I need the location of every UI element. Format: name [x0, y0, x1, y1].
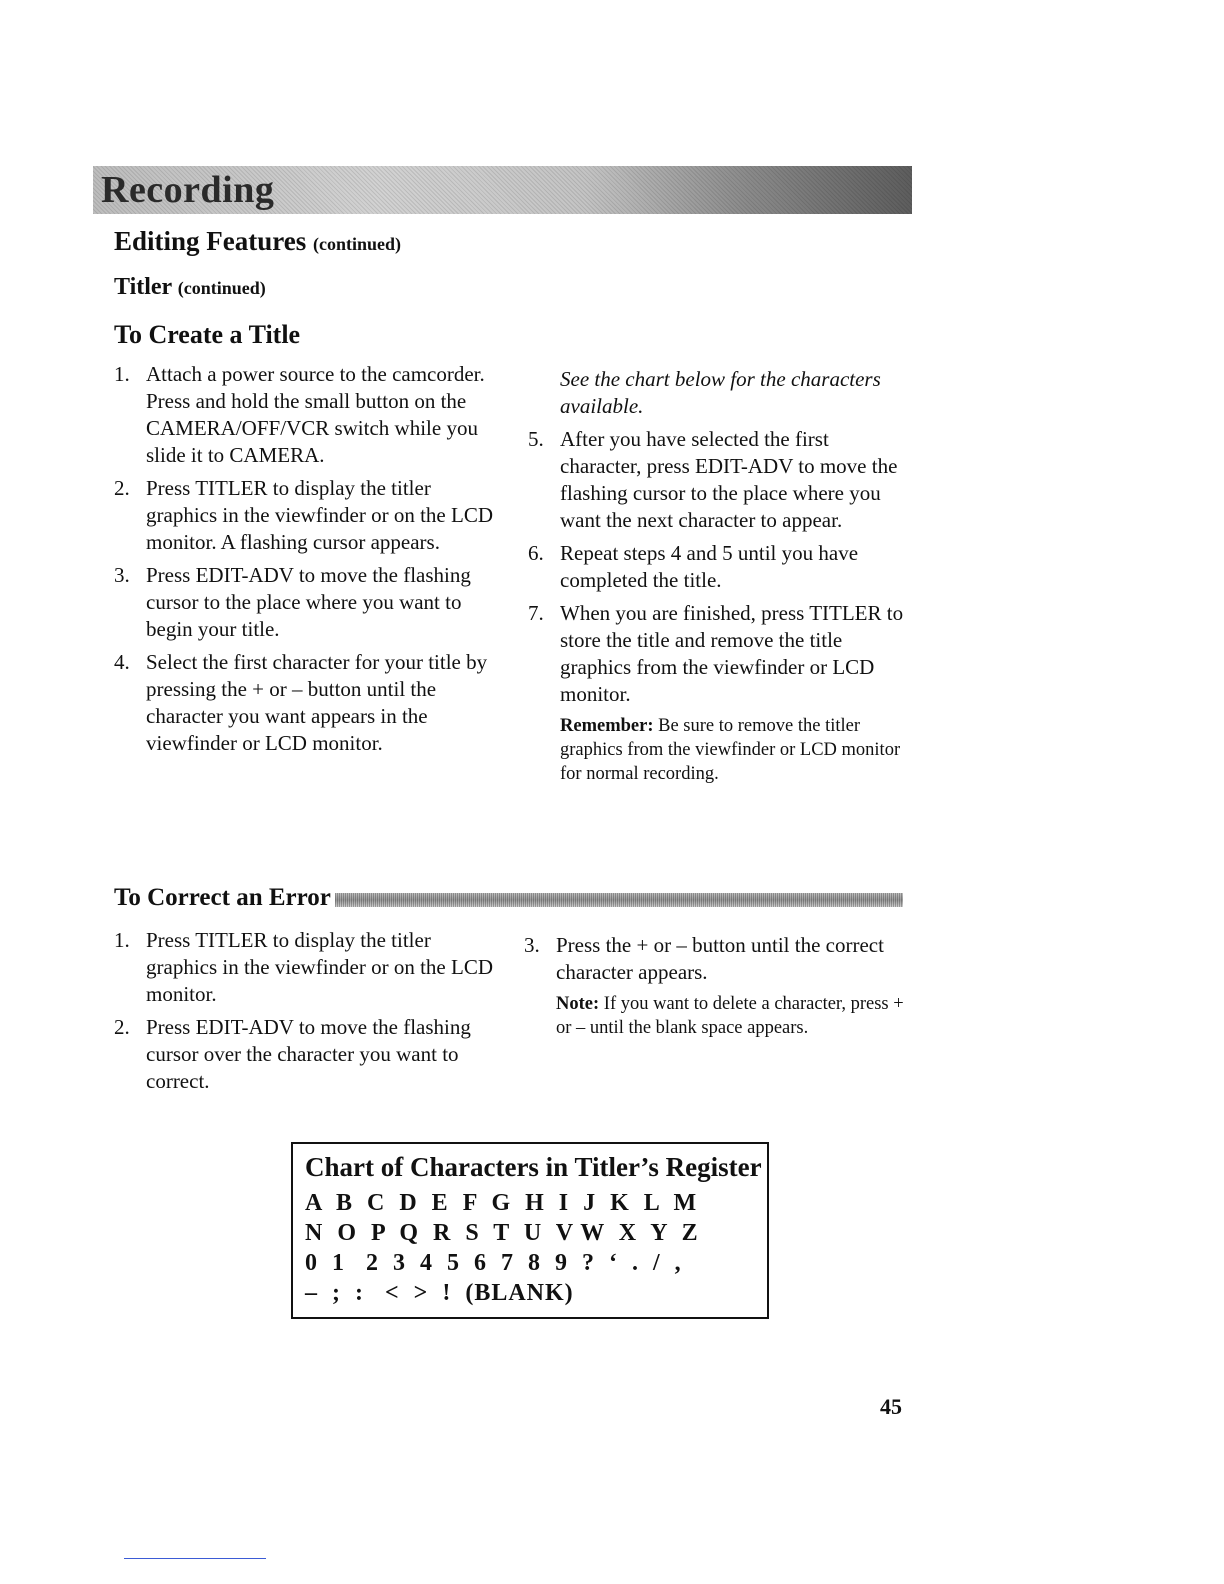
section-title: Recording: [101, 169, 275, 211]
list-item: [528, 540, 908, 594]
step-number: 2.: [114, 476, 130, 500]
note-label: Remember:: [560, 716, 654, 736]
list-item: [114, 649, 499, 757]
step-number: 1.: [114, 362, 130, 386]
step-text: Press EDIT-ADV to move the flashing cursor over the character you want to correct.: [146, 1015, 471, 1093]
note-text: If you want to delete a character, press + or – until the blank space appears.: [556, 994, 904, 1038]
delete-note: [524, 992, 909, 1040]
heading-titler: [114, 274, 266, 301]
continued-label: (continued): [313, 234, 402, 254]
list-item: [114, 1014, 499, 1095]
note-label: Note:: [556, 994, 600, 1014]
heading-create-title: To Create a Title: [114, 320, 301, 349]
list-item: [528, 426, 908, 534]
step-text: Press TITLER to display the titler graphics in the viewfinder or on the LCD monitor. A flashing cursor appears.: [146, 476, 493, 554]
step-number: 4.: [114, 650, 130, 674]
heading-text: Titler: [114, 274, 172, 300]
list-item: [114, 475, 499, 556]
heading-rule: [335, 893, 903, 907]
step-text: Press TITLER to display the titler graphics in the viewfinder or on the LCD monitor.: [146, 928, 493, 1006]
create-steps-left: [114, 361, 499, 763]
create-steps-right: [528, 366, 908, 786]
heading-editing-features: [114, 226, 401, 257]
chart-row: 0 1 2 3 4 5 6 7 8 9 ? ‘ . / ,: [305, 1250, 682, 1276]
chart-reference-note: See the chart below for the characters available.: [560, 367, 881, 418]
list-item: [528, 600, 908, 708]
footer-divider: [124, 1558, 266, 1559]
remember-note: [528, 714, 908, 786]
list-item: [114, 927, 499, 1008]
step-text: Press EDIT-ADV to move the flashing cursor to the place where you want to begin your title.: [146, 563, 471, 641]
step-text: Attach a power source to the camcorder. Press and hold the small button on the CAMERA/OFF/VCR switch while you slide it to CAMERA.: [146, 362, 485, 467]
step-number: 6.: [528, 541, 544, 565]
step-number: 7.: [528, 601, 544, 625]
step-number: 2.: [114, 1015, 130, 1039]
continued-label: (continued): [177, 278, 266, 298]
correct-steps-right: [524, 932, 909, 1040]
step-text: Press the + or – button until the correct character appears.: [556, 933, 884, 984]
step-number: 5.: [528, 427, 544, 451]
chart-row: N O P Q R S T U V W X Y Z: [305, 1220, 699, 1246]
correct-steps-left: [114, 927, 499, 1101]
step-number: 1.: [114, 928, 130, 952]
step-text: After you have selected the first character, press EDIT-ADV to move the flashing cursor to the place where you want the next character to appear.: [560, 427, 898, 532]
step-text: Select the first character for your title by pressing the + or – button until the character you want appears in the viewfinder or LCD monitor.: [146, 650, 488, 755]
character-chart: [291, 1142, 769, 1319]
step-number: 3.: [524, 933, 540, 957]
heading-text: Editing Features: [114, 226, 307, 256]
chart-row: – ; : < > ! (BLANK): [305, 1280, 574, 1306]
step-text: When you are finished, press TITLER to store the title and remove the title graphics from the viewfinder or LCD monitor.: [560, 601, 904, 706]
note-text: Be sure to remove the titler graphics from the viewfinder or LCD monitor for normal recording.: [560, 716, 901, 784]
list-item: [114, 361, 499, 469]
heading-correct-error: To Correct an Error: [114, 884, 331, 911]
chart-title: Chart of Characters in Titler’s Register: [305, 1152, 762, 1182]
chart-row: A B C D E F G H I J K L M: [305, 1190, 698, 1216]
step-text: Repeat steps 4 and 5 until you have completed the title.: [560, 541, 859, 592]
section-banner: [93, 166, 912, 214]
page-number: 45: [880, 1394, 902, 1419]
list-item: [114, 562, 499, 643]
list-item: [524, 932, 909, 986]
step-number: 3.: [114, 563, 130, 587]
